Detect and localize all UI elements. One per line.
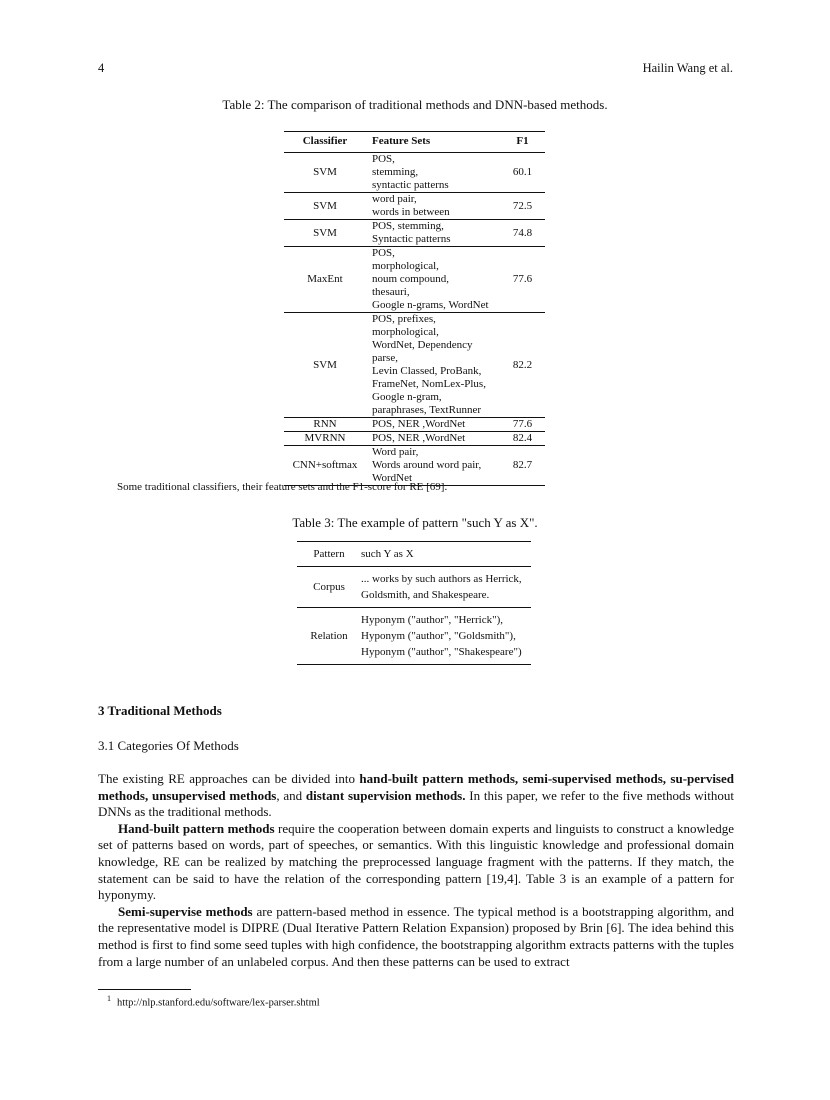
footnote: $^1$ http://nlp.stanford.edu/software/lex-parser.shtml [107, 994, 320, 1009]
row-value: Hyponym ("author", "Herrick"), Hyponym ("author", "Goldsmith"), Hyponym ("author", "Shakespeare") [361, 608, 531, 665]
table-row [297, 608, 531, 665]
column-header: Classifier [284, 132, 366, 153]
table-cell-f1: 77.6 [500, 247, 545, 313]
table-cell-f1: 82.7 [500, 446, 545, 486]
body-text [98, 771, 734, 970]
table-row [284, 432, 545, 446]
table-row [297, 567, 531, 608]
table-row [284, 193, 545, 220]
table2-note: Some traditional classifiers, their feature sets and the F1-score for RE [69]. [117, 481, 448, 493]
table2-caption: Table 2: The comparison of traditional methods and DNN-based methods. [222, 97, 608, 112]
table-cell-f1: 82.4 [500, 432, 545, 446]
table-cell-classifier: MVRNN [284, 432, 366, 446]
row-key: Relation [297, 608, 361, 665]
table-cell-features: POS, stemming, syntactic patterns [366, 153, 500, 193]
running-header: Hailin Wang et al. [642, 61, 733, 75]
table-cell-classifier: CNN+softmax [284, 446, 366, 486]
table3-caption: Table 3: The example of pattern "such Y as X". [292, 515, 538, 530]
table-row [284, 446, 545, 486]
column-header: F1 [500, 132, 545, 153]
page-number: 4 [98, 61, 105, 75]
row-key: Corpus [297, 567, 361, 608]
row-value: such Y as X [361, 542, 531, 567]
table-row [284, 313, 545, 418]
table-cell-classifier: SVM [284, 220, 366, 247]
table-row [284, 247, 545, 313]
table-row [284, 418, 545, 432]
subsection-heading: 3.1 Categories Of Methods [98, 738, 239, 753]
footnote-rule [98, 989, 191, 990]
table-cell-features: POS, NER ,WordNet [366, 432, 500, 446]
paragraph: Semi-supervise methods are pattern-based method in essence. The typical method is a bootstrapping algorithm, and the representative model is DIPRE (Dual Iterative Pattern Relation Expansion) proposed by Brin [6]. The idea behind this method is first to find some seed tuples with high confidence, the bootstrapping algorithm extracts patterns with the tuples from a large number of an unlabeled corpus. And then these patterns can be used to extract [98, 903, 734, 969]
table-cell-features: POS, prefixes, morphological, WordNet, Dependency parse, Levin Classed, ProBank, FrameNet, NomLex-Plus, Google n-gram, paraphrases, TextRunner [366, 313, 500, 418]
table-row [284, 220, 545, 247]
table-cell-f1: 74.8 [500, 220, 545, 247]
table-cell-features: word pair, words in between [366, 193, 500, 220]
paragraph: Hand-built pattern methods require the cooperation between domain experts and linguists to construct a knowledge set of patterns based on words, part of speeches, or semantics. With this linguistic knowledge and professional domain knowledge, RE can be realized by matching the preprocessed language fragment with the patterns. If they match, the statement can be said to have the relation of the corresponding pattern [19,4]. Table 3 is an example of a pattern for hyponymy. [98, 820, 734, 903]
footnote-url: http://nlp.stanford.edu/software/lex-parser.shtml [117, 997, 320, 1009]
table3 [297, 541, 531, 665]
table-row [297, 542, 531, 567]
table-cell-f1: 77.6 [500, 418, 545, 432]
table-cell-f1: 82.2 [500, 313, 545, 418]
column-header: Feature Sets [366, 132, 500, 153]
table-cell-classifier: MaxEnt [284, 247, 366, 313]
table-cell-f1: 60.1 [500, 153, 545, 193]
table-cell-classifier: SVM [284, 153, 366, 193]
table-row [284, 153, 545, 193]
table-cell-features: POS, NER ,WordNet [366, 418, 500, 432]
section-heading: 3 Traditional Methods [98, 703, 222, 718]
table-cell-features: Word pair, Words around word pair, WordNet [366, 446, 500, 486]
table-cell-f1: 72.5 [500, 193, 545, 220]
table-cell-classifier: SVM [284, 313, 366, 418]
table-cell-features: POS, morphological, noum compound, thesauri, Google n-grams, WordNet [366, 247, 500, 313]
table-cell-classifier: SVM [284, 193, 366, 220]
paragraph: The existing RE approaches can be divided into hand-built pattern methods, semi-supervised methods, su-pervised methods, unsupervised methods, and distant supervision methods. In this paper, we refer to the five methods without DNNs as the traditional methods. [98, 771, 734, 820]
table-cell-features: POS, stemming, Syntactic patterns [366, 220, 500, 247]
table2 [284, 131, 545, 486]
row-value: ... works by such authors as Herrick, Goldsmith, and Shakespeare. [361, 567, 531, 608]
table-cell-classifier: RNN [284, 418, 366, 432]
row-key: Pattern [297, 542, 361, 567]
